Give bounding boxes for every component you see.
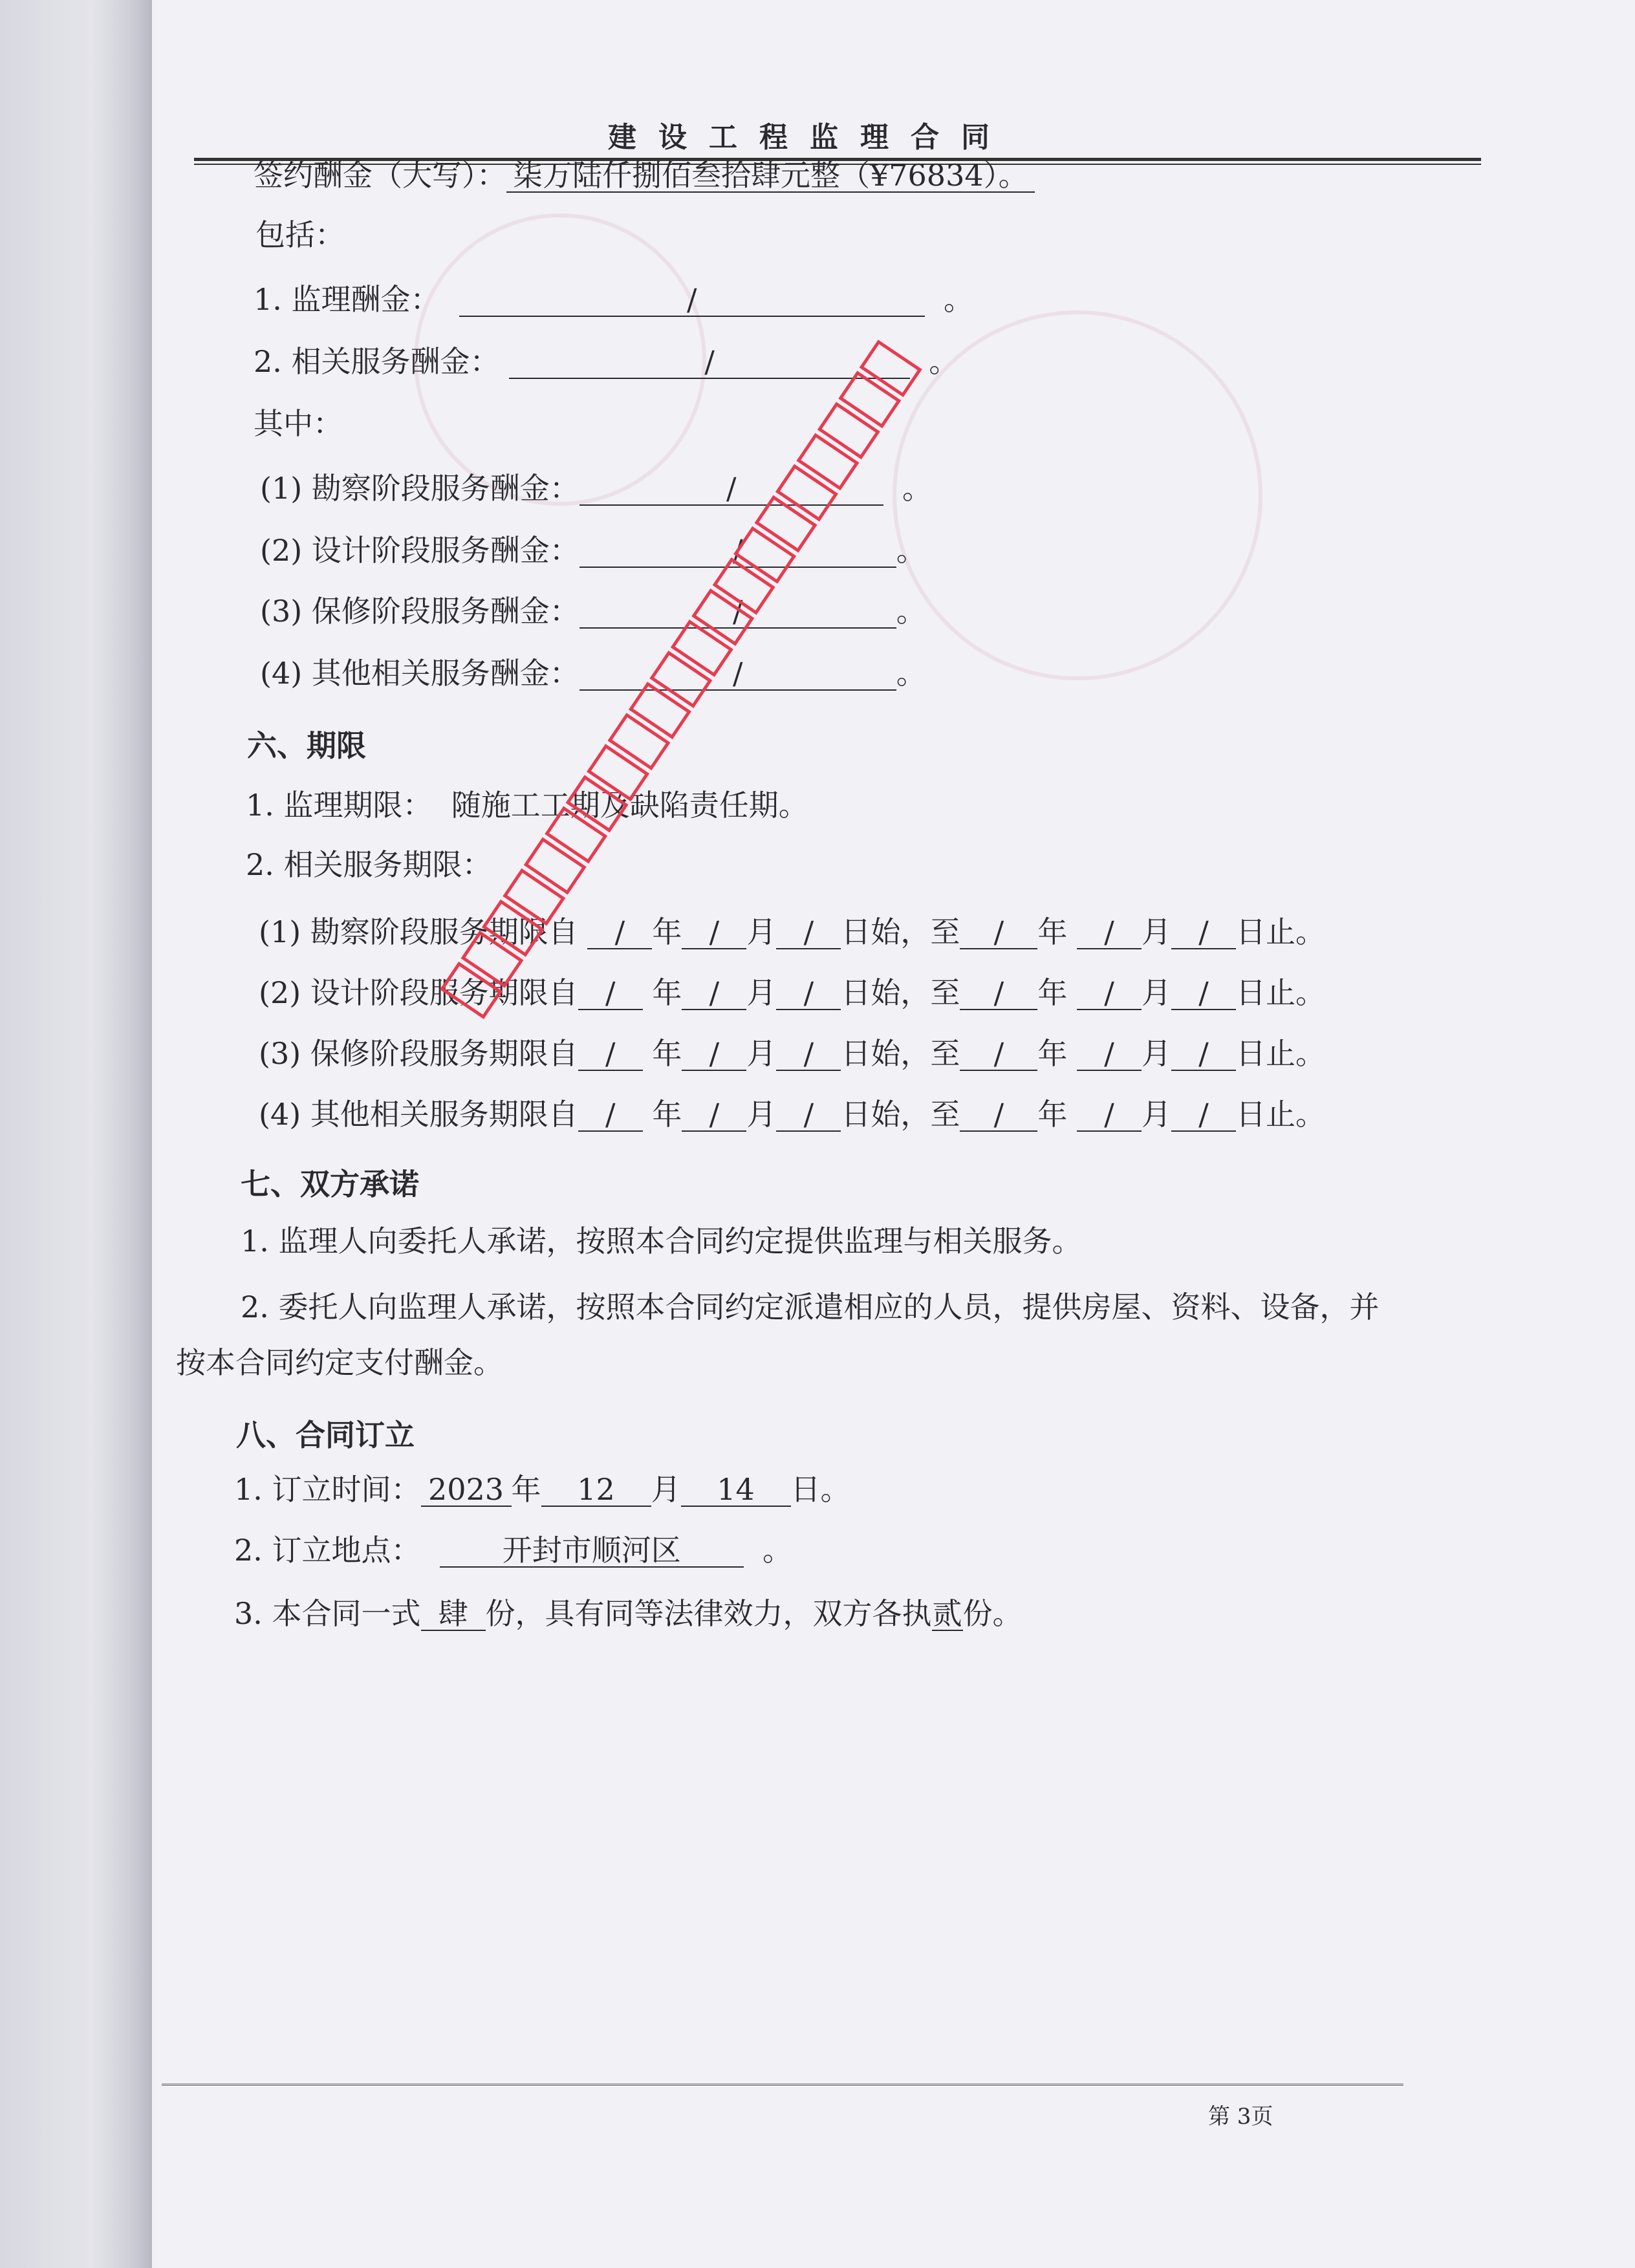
- supervision-term: 1. 监理期限： 随施工工期及缺陷责任期。: [246, 788, 808, 823]
- fee-label: 签约酬金（大写）：: [254, 158, 506, 193]
- commitment-item-2: 2. 委托人向监理人承诺，按照本合同约定派遣相应的人员，提供房屋、资料、设备，并: [241, 1290, 1380, 1324]
- signing-day: 14: [681, 1474, 791, 1507]
- signing-year: 2023: [421, 1474, 512, 1507]
- commitment-item-2-cont: 按本合同约定支付酬金。: [176, 1345, 503, 1380]
- footer-rule: [162, 2084, 1403, 2086]
- copies-each: 贰: [932, 1596, 962, 1631]
- service-term: 2. 相关服务期限：: [246, 847, 492, 882]
- fee-item-1: 1. 监理酬金： / 。: [254, 282, 974, 317]
- signing-copies: 3. 本合同一式 肆 份，具有同等法律效力，双方各执贰份。: [234, 1596, 1023, 1631]
- commitment-item-1: 1. 监理人向委托人承诺，按照本合同约定提供监理与相关服务。: [241, 1224, 1082, 1258]
- period-row: (1) 勘察阶段服务期限自 / 年 / 月 / 日始，至 / 年 / 月 / 日止。: [259, 914, 1326, 949]
- fee-sub-item: (4) 其他相关服务酬金： / 。: [260, 656, 926, 691]
- among-label: 其中：: [254, 406, 343, 441]
- fee-item-2: 2. 相关服务酬金： / 。: [254, 344, 959, 379]
- period-row: (4) 其他相关服务期限自 / 年 / 月 / 日始，至 / 年 / 月 / 日止。: [259, 1097, 1326, 1132]
- fee-sub-item: (3) 保修阶段服务酬金： / 。: [260, 594, 926, 629]
- includes-label: 包括：: [255, 217, 345, 252]
- signing-time: 1. 订立时间： 2023 年 12 月 14 日。: [234, 1472, 850, 1507]
- period-row: (2) 设计阶段服务期限自 / 年 / 月 / 日始，至 / 年 / 月 / 日止。: [259, 975, 1326, 1010]
- binding-edge: [0, 0, 152, 2268]
- fee-item-1-value: /: [459, 285, 925, 317]
- signing-month: 12: [541, 1474, 651, 1507]
- header-title: 建设工程监理合同: [608, 121, 1012, 154]
- fee-item-2-value: /: [509, 347, 910, 379]
- period-row: (3) 保修阶段服务期限自 / 年 / 月 / 日始，至 / 年 / 月 / 日止。: [259, 1036, 1326, 1071]
- signing-place-value: 开封市顺河区: [440, 1535, 744, 1568]
- copies-count: 肆: [421, 1599, 486, 1631]
- fee-sub-item: (1) 勘察阶段服务酬金： / 。: [260, 471, 933, 506]
- fee-line: [254, 160, 1035, 193]
- fee-amount: 柒万陆仟捌佰叁拾肆元整（¥76834）。: [506, 160, 1035, 193]
- signing-place: 2. 订立地点： 开封市顺河区 。: [234, 1533, 793, 1568]
- section-commitment-heading: 七、双方承诺: [241, 1167, 419, 1202]
- fee-sub-item: (2) 设计阶段服务酬金： / 。: [260, 533, 926, 568]
- page-number: 第 3页: [1208, 2104, 1273, 2130]
- section-signing-heading: 八、合同订立: [236, 1418, 415, 1453]
- section-term-heading: 六、期限: [247, 728, 366, 763]
